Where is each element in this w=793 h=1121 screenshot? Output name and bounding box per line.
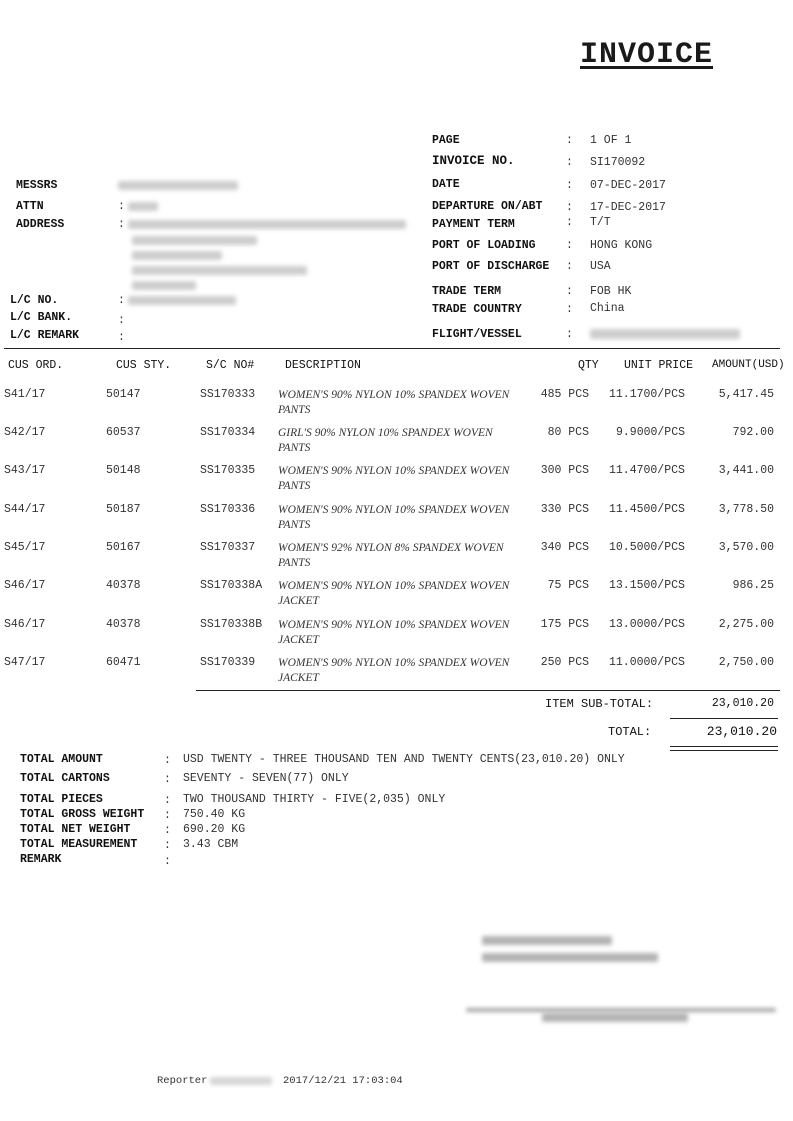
redacted-address-line: [132, 251, 222, 260]
colon: :: [566, 260, 573, 273]
desc-line-1: WOMEN'S 90% NYLON 10% SPANDEX WOVEN: [278, 657, 510, 669]
redacted-messrs: [118, 181, 238, 190]
total-measurement-value: 3.43 CBM: [183, 838, 239, 851]
cell-cus-ord: S42/17: [4, 426, 46, 439]
reporter-label: Reporter: [157, 1075, 208, 1087]
payment-term-value: T/T: [590, 216, 611, 229]
colon: :: [566, 216, 573, 229]
redacted-address-line: [132, 266, 307, 275]
desc-line-1: WOMEN'S 90% NYLON 10% SPANDEX WOVEN: [278, 389, 510, 401]
cell-unit-price: 11.0000/PCS: [609, 656, 685, 669]
colon: :: [164, 809, 171, 822]
remark-label: REMARK: [20, 853, 62, 866]
cell-unit-price: 11.4500/PCS: [609, 503, 685, 516]
cell-amount: 3,570.00: [718, 541, 774, 554]
cell-cus-ord: S45/17: [4, 541, 46, 554]
cell-cus-sty: 60471: [106, 656, 141, 669]
desc-line-2: JACKET: [278, 595, 319, 607]
colon: :: [118, 331, 125, 344]
total-gross-weight-label: TOTAL GROSS WEIGHT: [20, 808, 145, 821]
cell-cus-ord: S41/17: [4, 388, 46, 401]
cell-qty: 80 PCS: [547, 426, 589, 439]
redacted-address-line: [132, 236, 257, 245]
desc-line-2: PANTS: [278, 480, 311, 492]
total-label: TOTAL:: [608, 725, 652, 739]
lc-no-label: L/C NO.: [10, 294, 59, 307]
cell-description: [278, 464, 518, 494]
cell-amount: 3,778.50: [718, 503, 774, 516]
colon: :: [118, 294, 125, 307]
total-amount-value: USD TWENTY - THREE THOUSAND TEN AND TWENTY CENTS(23,010.20) ONLY: [183, 753, 625, 766]
desc-line-1: WOMEN'S 90% NYLON 10% SPANDEX WOVEN: [278, 619, 510, 631]
cell-qty: 485 PCS: [540, 388, 589, 401]
cell-cus-ord: S47/17: [4, 656, 46, 669]
flight-vessel-label: FLIGHT/VESSEL: [432, 328, 522, 341]
total-pieces-label: TOTAL PIECES: [20, 793, 103, 806]
redacted-address-line: [128, 220, 406, 229]
cell-sc-no: SS170337: [200, 541, 256, 554]
total-value: 23,010.20: [706, 724, 777, 739]
cell-cus-sty: 50167: [106, 541, 141, 554]
cell-sc-no: SS170336: [200, 503, 256, 516]
cell-amount: 5,417.45: [718, 388, 774, 401]
total-gross-weight-value: 750.40 KG: [183, 808, 246, 821]
cell-description: [278, 426, 518, 456]
cell-amount: 2,750.00: [718, 656, 774, 669]
cell-cus-ord: S44/17: [4, 503, 46, 516]
col-sc-no: S/C NO#: [206, 359, 255, 372]
desc-line-1: WOMEN'S 90% NYLON 10% SPANDEX WOVEN: [278, 504, 510, 516]
colon: :: [118, 218, 125, 231]
signature-line: [466, 1008, 776, 1012]
cell-description: [278, 388, 518, 418]
cell-unit-price: 13.1500/PCS: [609, 579, 685, 592]
redacted-flight-vessel: [590, 329, 740, 339]
cell-cus-sty: 60537: [106, 426, 141, 439]
colon: :: [566, 179, 573, 192]
messrs-label: MESSRS: [16, 179, 58, 192]
cell-amount: 2,275.00: [718, 618, 774, 631]
trade-country-label: TRADE COUNTRY: [432, 303, 522, 316]
desc-line-2: JACKET: [278, 672, 319, 684]
departure-value: 17-DEC-2017: [590, 201, 666, 214]
lc-bank-label: L/C BANK.: [10, 311, 73, 324]
redacted-reporter-name: [210, 1077, 272, 1085]
cell-qty: 330 PCS: [540, 503, 589, 516]
cell-sc-no: SS170334: [200, 426, 256, 439]
colon: :: [566, 303, 573, 316]
departure-label: DEPARTURE ON/ABT: [432, 200, 543, 213]
port-discharge-label: PORT OF DISCHARGE: [432, 260, 550, 273]
cell-amount: 986.25: [732, 579, 774, 592]
cell-sc-no: SS170335: [200, 464, 256, 477]
cell-qty: 340 PCS: [540, 541, 589, 554]
invoice-title: INVOICE: [580, 38, 714, 72]
desc-line-1: WOMEN'S 90% NYLON 10% SPANDEX WOVEN: [278, 465, 510, 477]
cell-qty: 250 PCS: [540, 656, 589, 669]
cell-description: [278, 541, 518, 571]
total-amount-label: TOTAL AMOUNT: [20, 753, 103, 766]
cell-cus-sty: 40378: [106, 618, 141, 631]
redacted-company-name: [482, 953, 658, 962]
col-qty: QTY: [578, 359, 599, 372]
cell-cus-ord: S46/17: [4, 579, 46, 592]
colon: :: [118, 200, 125, 213]
cell-qty: 300 PCS: [540, 464, 589, 477]
cell-unit-price: 11.4700/PCS: [609, 464, 685, 477]
invoice-no-value: SI170092: [590, 156, 646, 169]
col-unit-price: UNIT PRICE: [624, 359, 694, 372]
redacted-attn: [128, 202, 158, 211]
cell-unit-price: 11.1700/PCS: [609, 388, 685, 401]
page-label: PAGE: [432, 134, 460, 147]
redacted-address-line: [132, 281, 196, 290]
total-double-rule-2: [670, 750, 778, 751]
total-net-weight-label: TOTAL NET WEIGHT: [20, 823, 131, 836]
cell-cus-ord: S43/17: [4, 464, 46, 477]
redacted-authorized-signature: [542, 1013, 688, 1022]
date-label: DATE: [432, 178, 460, 191]
cell-unit-price: 9.9000/PCS: [616, 426, 686, 439]
subtotal-rule: [196, 690, 780, 691]
colon: :: [566, 134, 573, 147]
table-top-rule: [4, 348, 780, 349]
page-value: 1 OF 1: [590, 134, 632, 147]
trade-term-label: TRADE TERM: [432, 285, 502, 298]
payment-term-label: PAYMENT TERM: [432, 218, 515, 231]
desc-line-1: WOMEN'S 90% NYLON 10% SPANDEX WOVEN: [278, 580, 510, 592]
cell-cus-sty: 40378: [106, 579, 141, 592]
colon: :: [164, 855, 171, 868]
attn-label: ATTN: [16, 200, 44, 213]
desc-line-2: PANTS: [278, 557, 311, 569]
col-amount: AMOUNT(USD): [712, 359, 785, 371]
cell-cus-sty: 50147: [106, 388, 141, 401]
colon: :: [566, 239, 573, 252]
cell-description: [278, 656, 518, 686]
desc-line-2: JACKET: [278, 634, 319, 646]
colon: :: [164, 794, 171, 807]
cell-amount: 3,441.00: [718, 464, 774, 477]
cell-cus-ord: S46/17: [4, 618, 46, 631]
colon: :: [164, 773, 171, 786]
col-cus-sty: CUS STY.: [116, 359, 172, 372]
total-pieces-value: TWO THOUSAND THIRTY - FIVE(2,035) ONLY: [183, 793, 446, 806]
colon: :: [566, 201, 573, 214]
total-double-rule-1: [670, 746, 778, 747]
desc-line-1: WOMEN'S 92% NYLON 8% SPANDEX WOVEN: [278, 542, 504, 554]
colon: :: [566, 328, 573, 341]
port-loading-label: PORT OF LOADING: [432, 239, 536, 252]
total-cartons-label: TOTAL CARTONS: [20, 772, 110, 785]
subtotal-value: 23,010.20: [711, 697, 774, 710]
cell-qty: 75 PCS: [547, 579, 589, 592]
cell-cus-sty: 50187: [106, 503, 141, 516]
colon: :: [164, 839, 171, 852]
trade-country-value: China: [590, 302, 625, 315]
col-description: DESCRIPTION: [285, 359, 361, 372]
desc-line-2: PANTS: [278, 404, 311, 416]
cell-sc-no: SS170333: [200, 388, 256, 401]
colon: :: [164, 754, 171, 767]
cell-description: [278, 579, 518, 609]
cell-description: [278, 503, 518, 533]
col-cus-ord: CUS ORD.: [8, 359, 64, 372]
total-net-weight-value: 690.20 KG: [183, 823, 246, 836]
desc-line-2: PANTS: [278, 442, 311, 454]
colon: :: [566, 285, 573, 298]
colon: :: [118, 314, 125, 327]
colon: :: [566, 156, 573, 169]
cell-qty: 175 PCS: [540, 618, 589, 631]
cell-sc-no: SS170338A: [200, 579, 263, 592]
desc-line-2: PANTS: [278, 519, 311, 531]
total-measurement-label: TOTAL MEASUREMENT: [20, 838, 138, 851]
date-value: 07-DEC-2017: [590, 179, 666, 192]
trade-term-value: FOB HK: [590, 285, 632, 298]
subtotal-label: ITEM SUB-TOTAL:: [545, 697, 654, 711]
port-discharge-value: USA: [590, 260, 611, 273]
invoice-no-label: INVOICE NO.: [432, 154, 515, 168]
address-label: ADDRESS: [16, 218, 65, 231]
redacted-for-and-on-behalf: [482, 936, 612, 945]
cell-sc-no: SS170339: [200, 656, 256, 669]
desc-line-1: GIRL'S 90% NYLON 10% SPANDEX WOVEN: [278, 427, 493, 439]
report-timestamp: 2017/12/21 17:03:04: [283, 1075, 403, 1087]
port-loading-value: HONG KONG: [590, 239, 653, 252]
lc-remark-label: L/C REMARK: [10, 329, 80, 342]
cell-unit-price: 10.5000/PCS: [609, 541, 685, 554]
cell-description: [278, 618, 518, 648]
cell-amount: 792.00: [732, 426, 774, 439]
total-cartons-value: SEVENTY - SEVEN(77) ONLY: [183, 772, 349, 785]
total-top-rule: [670, 718, 778, 719]
colon: :: [164, 824, 171, 837]
cell-unit-price: 13.0000/PCS: [609, 618, 685, 631]
cell-sc-no: SS170338B: [200, 618, 263, 631]
redacted-address-line: [128, 296, 236, 305]
cell-cus-sty: 50148: [106, 464, 141, 477]
